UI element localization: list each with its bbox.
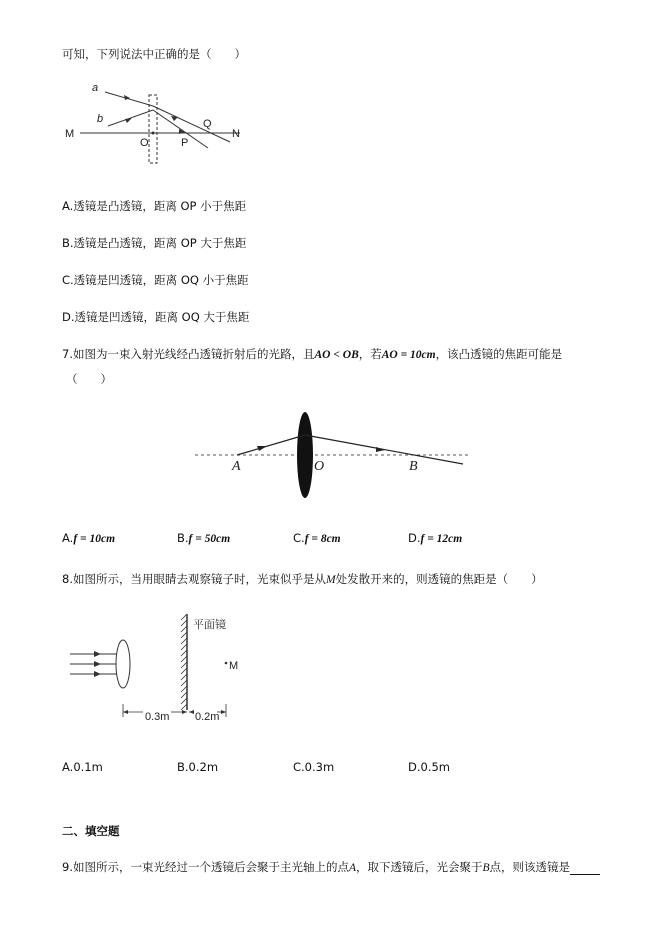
q6-figure (60, 80, 260, 155)
q7-condition-2: AO = 10cm (381, 349, 436, 361)
q6-label-b: b (97, 113, 104, 125)
q7-stem-1: 7.如图为一束入射光线经凸透镜折射后的光路，且 (62, 347, 315, 361)
q6-option-d: D.透镜是凹透镜，距离 OQ 大于焦距 (62, 310, 250, 324)
q8-option-c: C.0.3m (293, 760, 335, 774)
q7-option-c-value: f = 8cm (304, 533, 341, 545)
q7-label-B: B (409, 459, 418, 474)
q7-option-d-value: f = 12cm (420, 533, 463, 545)
q7-stem-3: ，该凸透镜的焦距可能是 (435, 347, 563, 361)
q7-label-O: O (314, 459, 325, 474)
q8-stem: 8.如图所示，当用眼睛去观察镜子时，光束似乎是从M处发散开来的，则透镜的焦距是（ ） (62, 572, 543, 586)
q8-stem-M: M (325, 574, 336, 586)
q8-option-d: D.0.5m (408, 760, 451, 774)
q6-label-N: N (232, 128, 240, 140)
q7-condition-1: AO < OB (314, 349, 359, 361)
q8-option-a: A.0.1m (62, 760, 103, 774)
q7-stem-paren: （ ） (66, 372, 112, 386)
q8-option-b: B.0.2m (177, 760, 219, 774)
q6-option-b: B.透镜是凸透镜，距离 OP 大于焦距 (62, 236, 247, 250)
q9-answer-blank[interactable] (570, 863, 600, 875)
q6-intro: 可知，下列说法中正确的是（ ） (62, 47, 246, 61)
q9-point-A: A (348, 862, 357, 874)
q8-figure (65, 612, 250, 727)
q7-option-b-value: f = 50cm (188, 533, 231, 545)
q9-point-B: B (482, 862, 490, 874)
q7-stem-2: ，若 (358, 347, 382, 361)
q7-label-A: A (232, 459, 241, 474)
q9-stem: 9.如图所示，一束光经过一个透镜后会聚于主光轴上的点A，取下透镜后，光会聚于B点，则该透镜是 (62, 860, 600, 875)
q6-label-Q: Q (203, 118, 212, 130)
q7-option-c: C.f = 8cm (293, 531, 341, 545)
q6-option-c: C.透镜是凹透镜，距离 OQ 小于焦距 (62, 273, 249, 287)
q8-dimension-lens-mirror: 0.3m (145, 711, 170, 723)
q7-option-a-value: f = 10cm (73, 533, 116, 545)
q6-label-O: O (140, 137, 149, 149)
q6-label-a: a (92, 82, 99, 94)
q6-label-M: M (65, 128, 75, 140)
q7-stem (62, 347, 562, 362)
q8-label-M: M (229, 660, 239, 672)
q7-option-a: A.f = 10cm (62, 531, 116, 545)
q7-figure (195, 408, 470, 503)
q7-option-b: B.f = 50cm (177, 531, 231, 545)
section-title: 二、填空题 (62, 824, 120, 838)
q8-dimension-mirror-M: 0.2m (195, 711, 220, 723)
q8-mirror-label: 平面镜 (193, 619, 226, 631)
q6-label-P: P (181, 137, 189, 149)
q7-option-d: D.f = 12cm (408, 531, 463, 545)
q6-option-a: A.透镜是凸透镜，距离 OP 小于焦距 (62, 199, 247, 213)
